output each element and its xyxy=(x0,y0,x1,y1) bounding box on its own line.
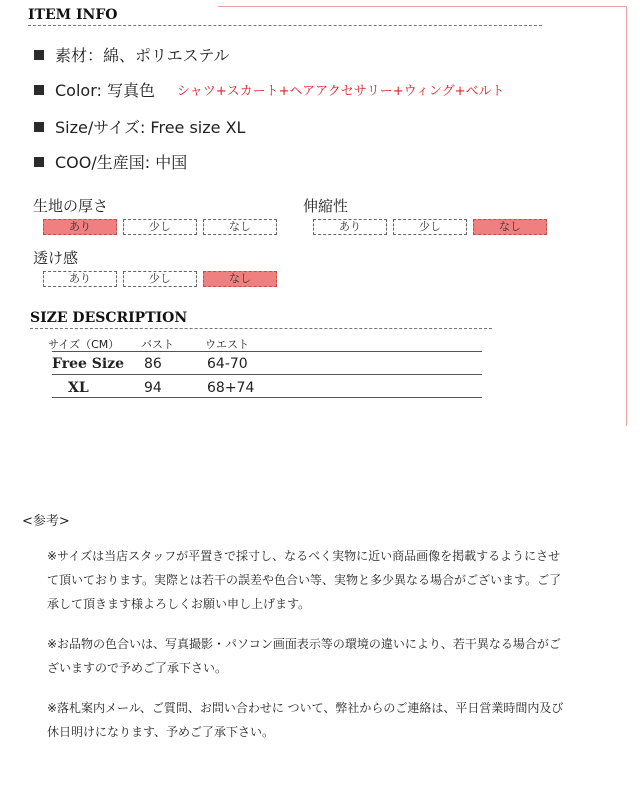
gauge-option: あり xyxy=(43,219,117,235)
frame-right-line xyxy=(626,6,627,426)
bullet-square-icon xyxy=(34,50,44,60)
gauge-title: 透け感 xyxy=(33,249,79,267)
gauge-option: あり xyxy=(313,219,387,235)
bust-col-header: バスト xyxy=(141,338,174,351)
color-text: Color: 写真色 xyxy=(55,81,155,100)
gauge-option: 少し xyxy=(123,219,197,235)
gauge-option: なし xyxy=(203,271,277,287)
table-cell-size: XL xyxy=(68,380,89,396)
gauge-sheerness xyxy=(33,247,283,287)
table-cell-bust: 94 xyxy=(144,380,162,396)
waist-col-header: ウエスト xyxy=(205,338,249,351)
size-col-header: サイズ（CM） xyxy=(48,338,120,351)
table-row-line xyxy=(52,397,482,398)
item-info-divider xyxy=(28,25,542,26)
gauge-title: 伸縮性 xyxy=(303,197,349,215)
reference-note: ※落札案内メール、ご質問、お問い合わせに ついて、弊社からのご連絡は、平日営業時間内及び休日明けになります、予めご了承下さい。 xyxy=(47,701,564,739)
size-description-heading: SIZE DESCRIPTION xyxy=(30,310,188,326)
reference-note: ※お品物の色合いは、写真撮影・パソコン画面表示等の環境の違いにより、若干異なる場合がございますので予めご了承下さい。 xyxy=(47,637,561,675)
bullet-square-icon xyxy=(34,157,44,167)
size-description-divider xyxy=(30,328,492,329)
table-cell-waist: 64-70 xyxy=(207,356,248,372)
bullet-square-icon xyxy=(34,85,44,95)
gauge-stretch xyxy=(303,195,553,235)
color-row xyxy=(34,78,504,101)
gauge-option: なし xyxy=(203,219,277,235)
material-text: 素材：綿、ポリエステル xyxy=(55,46,230,65)
bullet-square-icon xyxy=(34,122,44,132)
table-row-line xyxy=(52,374,482,375)
reference-title: <参考> xyxy=(22,514,70,529)
frame-top-line xyxy=(218,6,627,7)
coo-text: COO/生産国: 中国 xyxy=(55,153,188,172)
color-note: シャツ+スカート+ヘアアクセサリー+ウィング+ベルト xyxy=(176,84,505,99)
size-row xyxy=(34,115,245,138)
gauge-option: 少し xyxy=(123,271,197,287)
gauge-option: 少し xyxy=(393,219,467,235)
table-cell-size: Free Size xyxy=(52,356,125,372)
gauge-title: 生地の厚さ xyxy=(33,197,109,215)
coo-row xyxy=(34,150,187,173)
reference-note: ※サイズは当店スタッフが平置きで採寸し、なるべく実物に近い商品画像を掲載するようにさせて頂いております。実際とは若干の誤差や色合い等、実物と多少異なる場合がございます。ご了承して頂きます様よろしくお願い申し上げます。 xyxy=(47,549,562,611)
item-info-heading: ITEM INFO xyxy=(28,7,118,23)
gauge-option: なし xyxy=(473,219,547,235)
table-row-line xyxy=(52,351,482,352)
gauge-thickness xyxy=(33,195,283,235)
gauge-option: あり xyxy=(43,271,117,287)
table-cell-bust: 86 xyxy=(144,356,162,372)
material-row xyxy=(34,43,230,66)
table-cell-waist: 68+74 xyxy=(207,380,255,396)
size-text: Size/サイズ: Free size XL xyxy=(55,118,246,137)
